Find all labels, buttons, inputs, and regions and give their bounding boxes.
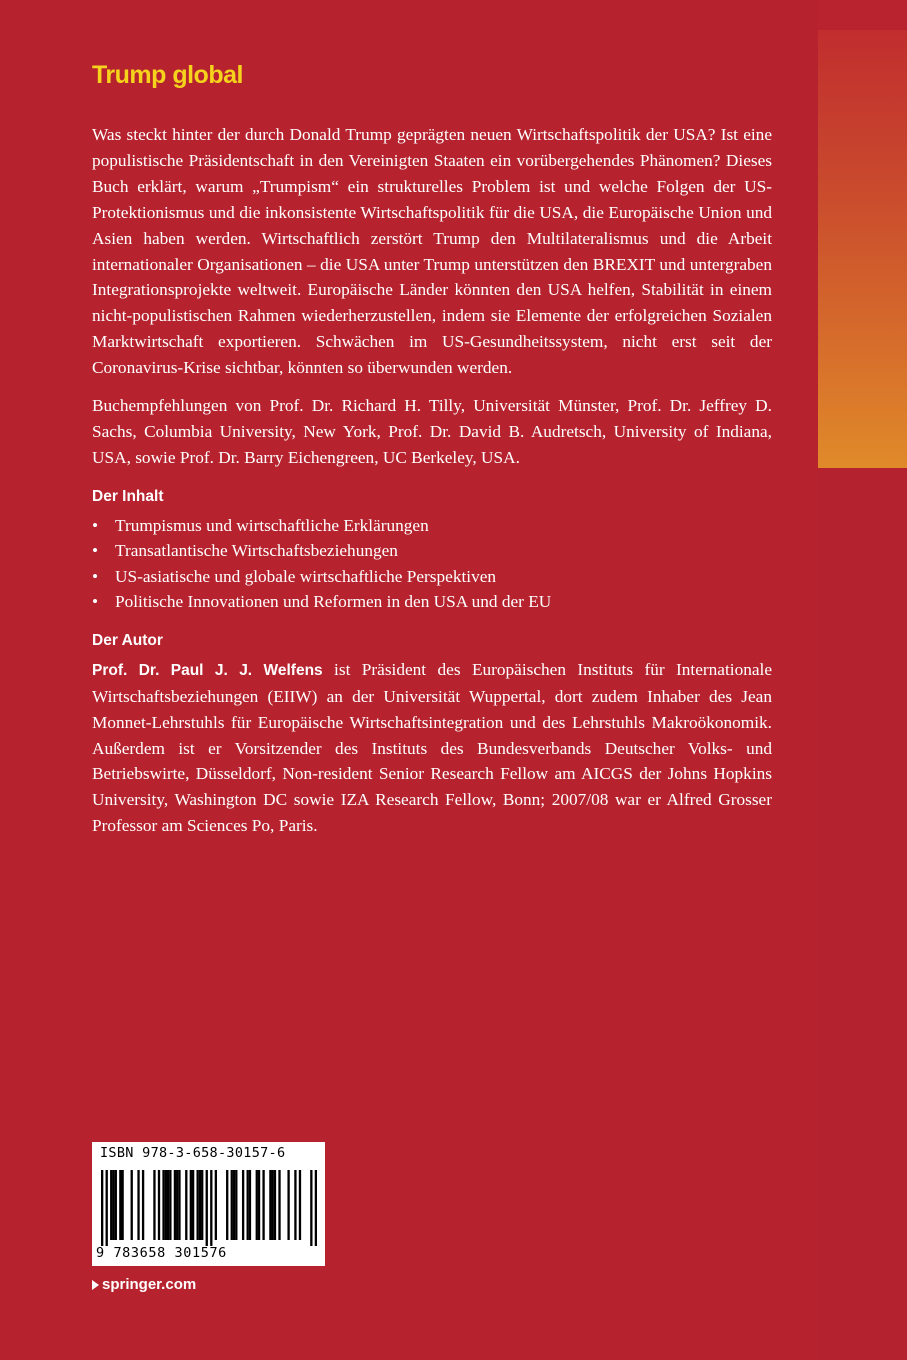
barcode-bar — [158, 1170, 160, 1240]
barcode-bar — [206, 1170, 208, 1246]
barcode-bar — [196, 1170, 198, 1240]
author-bio — [92, 657, 772, 839]
list-item: • Politische Innovationen und Reformen in den USA und der EU — [92, 589, 772, 615]
barcode-bar — [137, 1170, 139, 1240]
barcode-bar — [201, 1170, 203, 1240]
barcode-bar — [258, 1170, 260, 1240]
barcode-bar — [215, 1170, 217, 1240]
barcode-bar — [287, 1170, 289, 1240]
barcode-bar — [262, 1170, 264, 1240]
author-name: Prof. Dr. Paul J. J. Welfens — [92, 661, 323, 679]
barcode-bar — [249, 1170, 251, 1240]
barcode-bar — [235, 1170, 237, 1240]
isbn-label: ISBN 978-3-658-30157-6 — [100, 1145, 286, 1161]
barcode-bar — [272, 1170, 274, 1240]
contents-list — [92, 513, 772, 615]
barcode-bar — [310, 1170, 312, 1246]
barcode-bar — [174, 1170, 176, 1240]
barcode-bar — [210, 1170, 212, 1246]
barcode-bar — [226, 1170, 228, 1240]
barcode-bar — [112, 1170, 114, 1240]
barcode-bar — [294, 1170, 296, 1240]
barcode-bar — [269, 1170, 271, 1240]
list-item: • Transatlantische Wirtschaftsbeziehungen — [92, 538, 772, 564]
back-cover-text — [92, 60, 772, 850]
publisher-url: springer.com — [102, 1276, 197, 1293]
bullet-icon: • — [92, 541, 99, 561]
barcode-bar — [165, 1170, 167, 1240]
barcode-bar — [153, 1170, 155, 1240]
barcode-bar — [190, 1170, 192, 1240]
barcode-bar — [169, 1170, 171, 1240]
bullet-icon: • — [92, 592, 99, 612]
accent-color-block — [818, 0, 907, 468]
barcode-bar — [142, 1170, 144, 1240]
barcode-bar — [178, 1170, 180, 1240]
barcode-bar — [101, 1170, 103, 1246]
barcode-bar — [115, 1170, 117, 1240]
barcode-bar — [119, 1170, 121, 1240]
arrow-right-icon — [92, 1280, 99, 1290]
barcode-bars — [101, 1170, 317, 1246]
bullet-icon: • — [92, 515, 99, 535]
barcode-bar — [176, 1170, 178, 1240]
book-title: Trump global — [92, 61, 243, 89]
barcode-bar — [278, 1170, 280, 1240]
barcode-bar — [315, 1170, 317, 1246]
barcode-bar — [274, 1170, 276, 1240]
list-item: • US-asiatische und globale wirtschaftliche Perspektiven — [92, 564, 772, 590]
barcode-bar — [199, 1170, 201, 1240]
recommendations-paragraph: Buchempfehlungen von Prof. Dr. Richard H. Tilly, Universität Münster, Prof. Dr. Jeffrey D. Sachs, Columbia University, New York, Prof. Dr. David B. Audretsch, University of Indiana, USA, sowie Prof. Dr. Barry Eichengreen, UC Berkeley, USA. — [92, 396, 772, 467]
barcode-bar — [110, 1170, 112, 1240]
author-bio-text: ist Präsident des Europäischen Instituts für Internationale Wirtschaftsbeziehungen (EIIW) an der Universität Wuppertal, dort zudem Inhaber des Jean Monnet-Lehrstuhls für Europäische Wirtschaftsintegration und des Lehrstuhls Makroökonomik. Außerdem ist er Vorsitzender des Instituts des Bundesverbands Deutscher Volks- und Betriebswirte, Düsseldorf, Non-resident Senior Research Fellow am AICGS der Johns Hopkins University, Washington DC sowie IZA Research Fellow, Bonn; 2007/08 war er Alfred Grosser Professor am Sciences Po, Paris. — [92, 659, 772, 836]
barcode-bar — [299, 1170, 301, 1240]
description-paragraph: Was steckt hinter der durch Donald Trump geprägten neuen Wirtschaftspolitik der USA? Ist eine populistische Präsidentschaft in den Vereinigten Staaten ein vorübergehendes Phänomen? Dieses Buch erklärt, warum „Trumpism“ ein strukturelles Problem ist und welche Folgen der US-Protektionismus und die inkonsistente Wirtschaftspolitik für die USA, die Europäische Union und Asien haben werden. Wirtschaftlich zerstört Trump den Multilateralismus und die Arbeit internationaler Organisationen – die USA unter Trump unterstützen den BREXIT und untergraben Integrationsprojekte weltweit. Europäische Länder könnten den USA helfen, Stabilität in einem nicht-populistischen Rahmen wiederherzustellen, indem sie Elemente der erfolgreichen Sozialen Marktwirtschaft exportieren. Schwächen im US-Gesundheitssystem, nicht erst seit der Coronavirus-Krise sichtbar, könnten so überwunden werden. — [92, 125, 772, 378]
barcode-bar — [256, 1170, 258, 1240]
barcode-bar — [167, 1170, 169, 1240]
barcode-digits: 9 783658 301576 — [96, 1245, 227, 1261]
barcode-bar — [247, 1170, 249, 1240]
barcode-bar — [185, 1170, 187, 1240]
barcode-bar — [233, 1170, 235, 1240]
barcode-bar — [242, 1170, 244, 1240]
barcode-bar — [231, 1170, 233, 1240]
publisher-link[interactable] — [92, 1276, 196, 1293]
author-heading: Der Autor — [92, 631, 163, 649]
bullet-icon: • — [92, 566, 99, 586]
isbn-barcode — [92, 1142, 325, 1266]
barcode-bar — [121, 1170, 123, 1240]
barcode-bar — [106, 1170, 108, 1246]
barcode-bar — [131, 1170, 133, 1240]
barcode-bar — [192, 1170, 194, 1240]
barcode-bar — [162, 1170, 164, 1240]
contents-heading: Der Inhalt — [92, 487, 164, 505]
list-item: • Trumpismus und wirtschaftliche Erklärungen — [92, 513, 772, 539]
